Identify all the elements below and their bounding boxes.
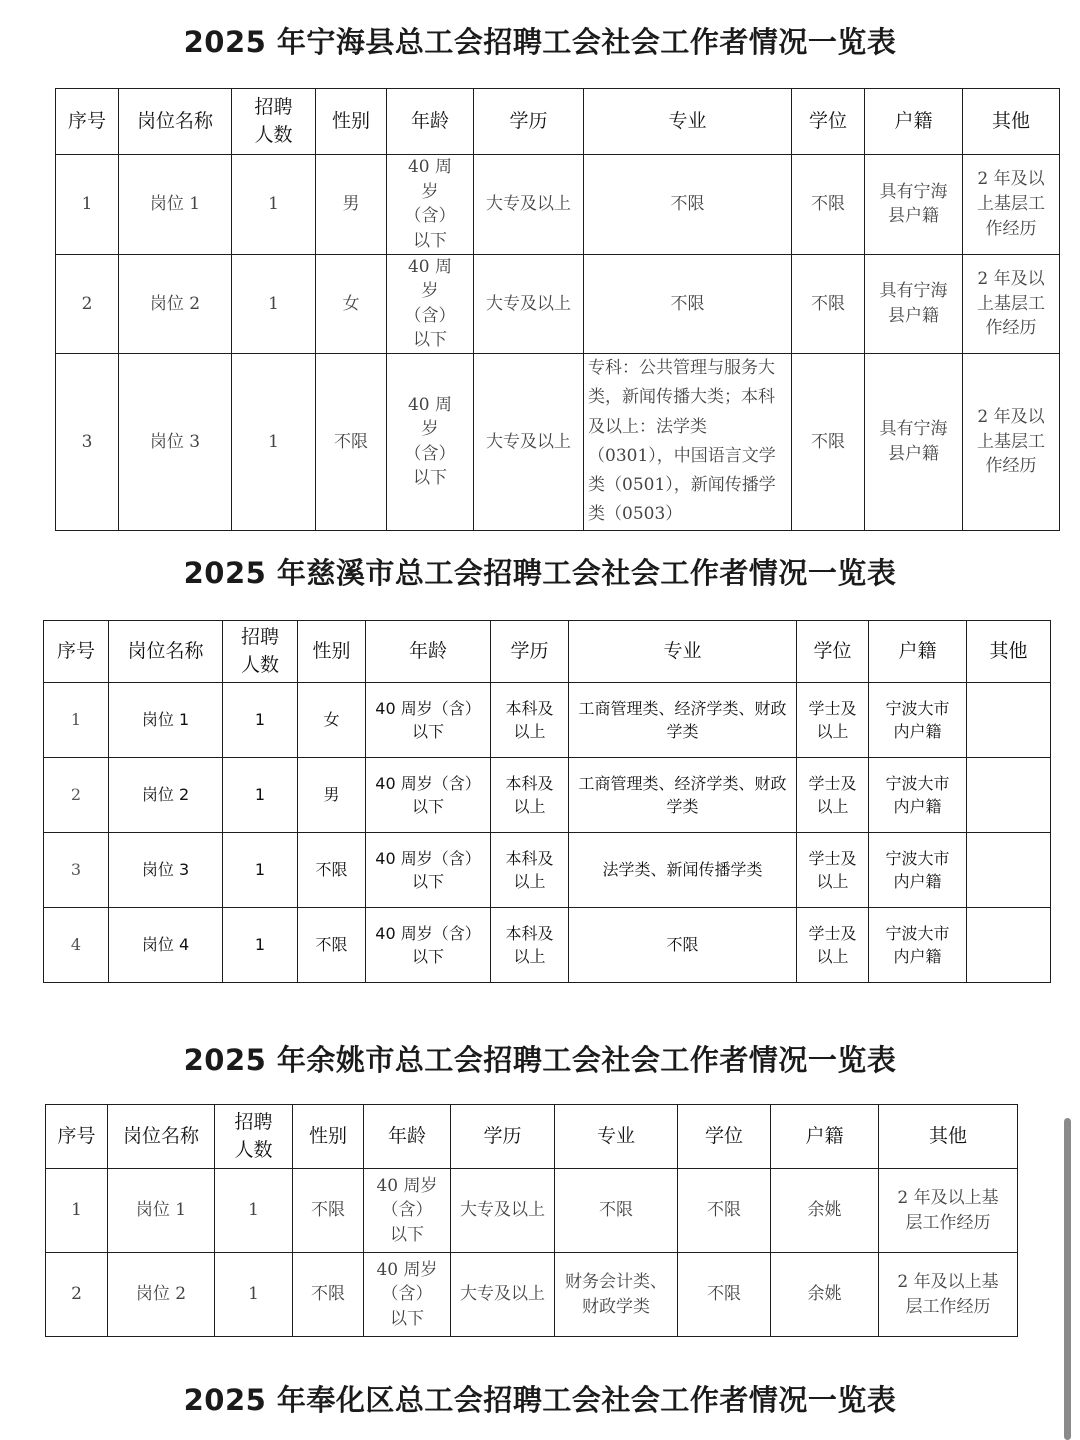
cell: 大专及以上 — [474, 354, 584, 530]
header-cell: 招聘人数 — [215, 1105, 293, 1169]
cell: 岗位 2 — [109, 758, 223, 833]
cell: 40 周岁（含）以下 — [366, 758, 491, 833]
yuyao-table-title: 2025 年余姚市总工会招聘工会社会工作者情况一览表 — [183, 1043, 897, 1077]
header-cell: 序号 — [44, 621, 109, 683]
table-row — [56, 354, 1060, 530]
cixi-recruitment-table — [43, 620, 1051, 983]
cell: 40 周岁（含）以下 — [366, 833, 491, 908]
cell: 不限 — [678, 1169, 771, 1253]
header-cell: 户籍 — [865, 89, 963, 155]
header-cell: 专业 — [584, 89, 792, 155]
cell: 2 年及以上基层工作经历 — [879, 1169, 1018, 1253]
header-cell: 学位 — [792, 89, 865, 155]
cell: 余姚 — [771, 1253, 879, 1337]
cell: 工商管理类、经济学类、财政学类 — [569, 683, 797, 758]
cell: 1 — [223, 683, 298, 758]
cell: 具有宁海县户籍 — [865, 155, 963, 255]
cell: 40 周岁（含）以下 — [364, 1169, 451, 1253]
yuyao-recruitment-table — [45, 1104, 1018, 1337]
cell: 岗位 2 — [119, 254, 232, 354]
cell: 2 — [44, 758, 109, 833]
table-row — [44, 908, 1051, 983]
cell: 岗位 3 — [119, 354, 232, 530]
cell: 余姚 — [771, 1169, 879, 1253]
cell: 宁波大市内户籍 — [869, 758, 967, 833]
header-cell: 岗位名称 — [119, 89, 232, 155]
cell: 不限 — [584, 254, 792, 354]
header-cell: 岗位名称 — [108, 1105, 215, 1169]
header-cell: 年龄 — [387, 89, 474, 155]
cell: 1 — [223, 758, 298, 833]
cell: 不限 — [298, 833, 366, 908]
cell: 2 年及以上基层工作经历 — [963, 155, 1060, 255]
header-cell: 性别 — [316, 89, 387, 155]
header-cell: 学历 — [474, 89, 584, 155]
cell: 40 周岁（含）以下 — [366, 908, 491, 983]
cell: 岗位 1 — [119, 155, 232, 255]
cell: 2 — [56, 254, 119, 354]
table-header-row — [44, 621, 1051, 683]
cell: 3 — [56, 354, 119, 530]
cell — [967, 758, 1051, 833]
table-row — [56, 155, 1060, 255]
header-cell: 学历 — [491, 621, 569, 683]
cell: 财务会计类、财政学类 — [555, 1253, 678, 1337]
header-cell: 专业 — [555, 1105, 678, 1169]
cell: 岗位 2 — [108, 1253, 215, 1337]
header-cell: 其他 — [967, 621, 1051, 683]
cell: 工商管理类、经济学类、财政学类 — [569, 758, 797, 833]
cell: 男 — [316, 155, 387, 255]
header-cell: 户籍 — [771, 1105, 879, 1169]
cell: 学士及以上 — [797, 758, 869, 833]
cell: 法学类、新闻传播学类 — [569, 833, 797, 908]
table-row — [44, 833, 1051, 908]
header-cell: 学位 — [797, 621, 869, 683]
cell: 不限 — [792, 354, 865, 530]
cell: 女 — [298, 683, 366, 758]
fenghua-table-title: 2025 年奉化区总工会招聘工会社会工作者情况一览表 — [183, 1383, 897, 1417]
cell: 不限 — [678, 1253, 771, 1337]
cell — [967, 683, 1051, 758]
cell: 不限 — [293, 1169, 364, 1253]
cell: 1 — [215, 1169, 293, 1253]
header-cell: 性别 — [298, 621, 366, 683]
cell: 本科及以上 — [491, 683, 569, 758]
header-cell: 年龄 — [364, 1105, 451, 1169]
header-cell: 招聘人数 — [223, 621, 298, 683]
cell: 1 — [232, 354, 316, 530]
cell: 具有宁海县户籍 — [865, 354, 963, 530]
cell: 岗位 1 — [109, 683, 223, 758]
cell: 宁波大市内户籍 — [869, 683, 967, 758]
ninghai-recruitment-table — [55, 88, 1060, 531]
cell: 不限 — [792, 254, 865, 354]
cell: 1 — [215, 1253, 293, 1337]
cell: 宁波大市内户籍 — [869, 833, 967, 908]
header-cell: 序号 — [56, 89, 119, 155]
cell: 大专及以上 — [451, 1169, 555, 1253]
cell: 1 — [56, 155, 119, 255]
cell: 2 年及以上基层工作经历 — [963, 254, 1060, 354]
header-cell: 招聘人数 — [232, 89, 316, 155]
cell: 1 — [232, 254, 316, 354]
cell: 40 周岁（含）以下 — [364, 1253, 451, 1337]
header-cell: 专业 — [569, 621, 797, 683]
header-cell: 学历 — [451, 1105, 555, 1169]
header-cell: 学位 — [678, 1105, 771, 1169]
cell: 1 — [46, 1169, 108, 1253]
cell: 大专及以上 — [451, 1253, 555, 1337]
cell: 本科及以上 — [491, 908, 569, 983]
header-cell: 其他 — [963, 89, 1060, 155]
cell: 本科及以上 — [491, 833, 569, 908]
cell: 岗位 1 — [108, 1169, 215, 1253]
table-row — [44, 758, 1051, 833]
cell: 1 — [223, 833, 298, 908]
cell: 大专及以上 — [474, 155, 584, 255]
cell: 40 周岁（含）以下 — [366, 683, 491, 758]
cell: 女 — [316, 254, 387, 354]
cell: 2 年及以上基层工作经历 — [963, 354, 1060, 530]
vertical-scrollbar[interactable] — [1064, 1118, 1071, 1440]
cell: 不限 — [316, 354, 387, 530]
table-row — [56, 254, 1060, 354]
cell: 本科及以上 — [491, 758, 569, 833]
table-row — [46, 1253, 1018, 1337]
table-row — [46, 1169, 1018, 1253]
cell: 不限 — [792, 155, 865, 255]
cell: 不限 — [569, 908, 797, 983]
cell: 1 — [44, 683, 109, 758]
cell: 岗位 3 — [109, 833, 223, 908]
cell — [967, 833, 1051, 908]
cell: 40 周岁（含）以下 — [387, 354, 474, 530]
header-cell: 岗位名称 — [109, 621, 223, 683]
header-cell: 户籍 — [869, 621, 967, 683]
table-header-row — [46, 1105, 1018, 1169]
header-cell: 性别 — [293, 1105, 364, 1169]
cell: 宁波大市内户籍 — [869, 908, 967, 983]
cell: 男 — [298, 758, 366, 833]
table-row — [44, 683, 1051, 758]
cell: 具有宁海县户籍 — [865, 254, 963, 354]
cell: 学士及以上 — [797, 908, 869, 983]
table-header-row — [56, 89, 1060, 155]
cell: 2 — [46, 1253, 108, 1337]
cell: 不限 — [298, 908, 366, 983]
cell — [967, 908, 1051, 983]
cell: 岗位 4 — [109, 908, 223, 983]
header-cell: 序号 — [46, 1105, 108, 1169]
cell: 1 — [223, 908, 298, 983]
cell: 学士及以上 — [797, 833, 869, 908]
cell: 不限 — [555, 1169, 678, 1253]
cell: 不限 — [293, 1253, 364, 1337]
ninghai-table-title: 2025 年宁海县总工会招聘工会社会工作者情况一览表 — [183, 25, 897, 59]
cell: 不限 — [584, 155, 792, 255]
cell: 2 年及以上基层工作经历 — [879, 1253, 1018, 1337]
header-cell: 年龄 — [366, 621, 491, 683]
major-cell: 专科：公共管理与服务大类，新闻传播大类；本科及以上：法学类（0301），中国语言文学类（0501），新闻传播学类（0503） — [584, 354, 792, 530]
cell: 1 — [232, 155, 316, 255]
cell: 40 周岁（含）以下 — [387, 254, 474, 354]
cell: 学士及以上 — [797, 683, 869, 758]
cell: 大专及以上 — [474, 254, 584, 354]
header-cell: 其他 — [879, 1105, 1018, 1169]
cixi-table-title: 2025 年慈溪市总工会招聘工会社会工作者情况一览表 — [183, 556, 897, 590]
cell: 4 — [44, 908, 109, 983]
cell: 3 — [44, 833, 109, 908]
cell: 40 周岁（含）以下 — [387, 155, 474, 255]
